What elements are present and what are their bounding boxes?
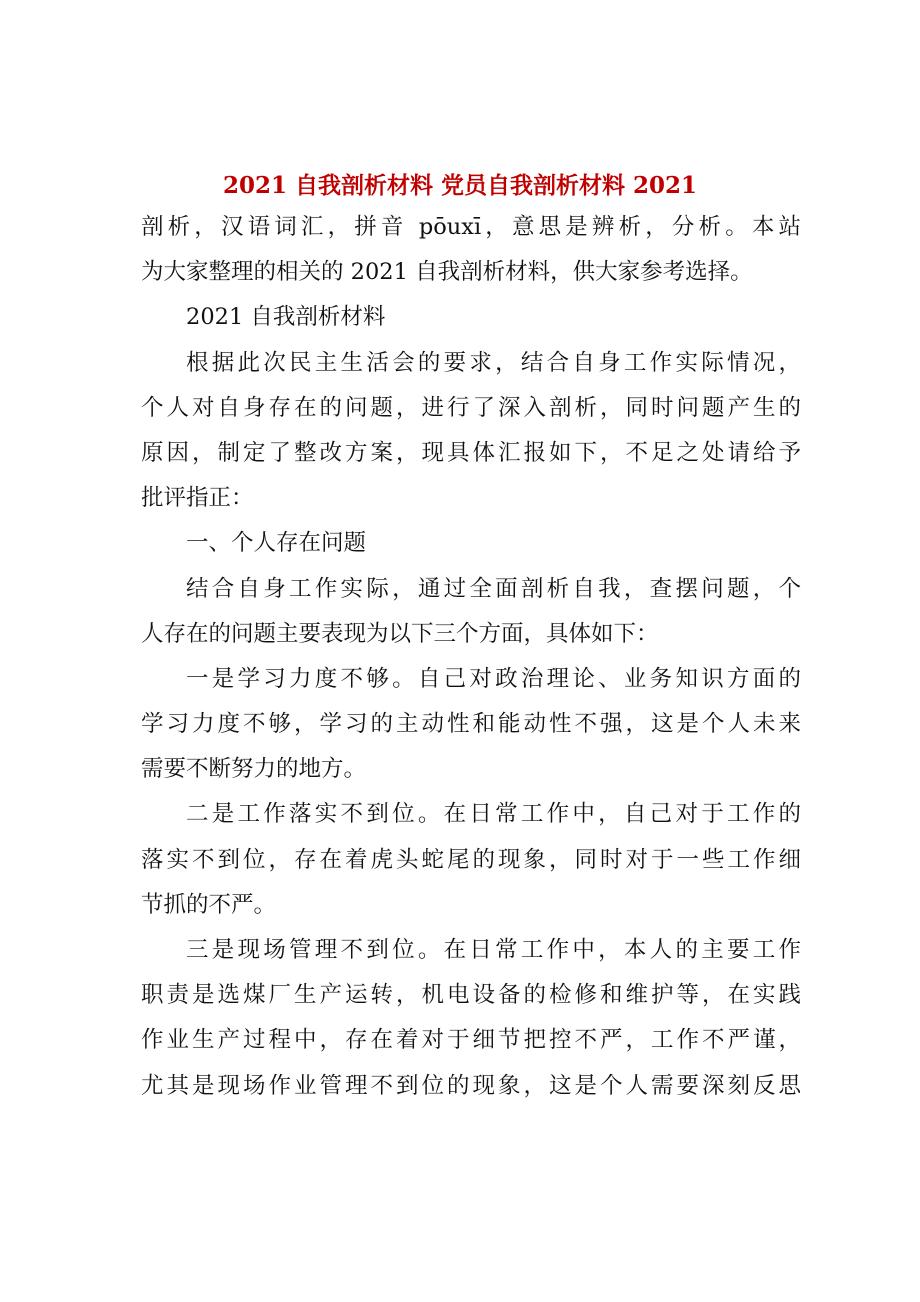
- paragraph-line: 一是学习力度不够。自己对政治理论、业务知识方面的: [186, 665, 801, 692]
- paragraph-line: 为大家整理的相关的 2021 自我剖析材料，供大家参考选择。: [141, 259, 753, 286]
- paragraph-line: 剖析，汉语词汇，拼音 pōuxī，意思是辨析，分析。本站: [141, 214, 801, 240]
- document-body: [141, 205, 801, 1109]
- paragraph-line: 职责是选煤厂生产运转，机电设备的检修和维护等，在实践: [141, 982, 801, 1009]
- section-heading: 一、个人存在问题: [186, 530, 367, 557]
- paragraph-line: 批评指正：: [141, 485, 254, 512]
- paragraph-line: 二是工作落实不到位。在日常工作中，自己对于工作的: [186, 801, 801, 828]
- paragraph-line: 根据此次民主生活会的要求，结合自身工作实际情况，: [186, 349, 801, 376]
- paragraph-line: 个人对自身存在的问题，进行了深入剖析，同时问题产生的: [141, 394, 801, 421]
- paragraph-line: 尤其是现场作业管理不到位的现象，这是个人需要深刻反思: [141, 1072, 801, 1099]
- paragraph-line: 三是现场管理不到位。在日常工作中，本人的主要工作: [186, 937, 801, 963]
- paragraph-line: 结合自身工作实际，通过全面剖析自我，查摆问题，个: [186, 575, 801, 602]
- paragraph-line: 落实不到位，存在着虎头蛇尾的现象，同时对于一些工作细: [141, 846, 801, 873]
- paragraph-line: 需要不断努力的地方。: [141, 756, 367, 783]
- paragraph-line: 原因，制定了整改方案，现具体汇报如下，不足之处请给予: [141, 439, 801, 466]
- paragraph-line: 人存在的问题主要表现为以下三个方面，具体如下：: [141, 620, 659, 647]
- paragraph-line: 节抓的不严。: [141, 891, 277, 918]
- paragraph-line: 作业生产过程中，存在着对于细节把控不严，工作不严谨，: [141, 1027, 801, 1054]
- paragraph-line: 学习力度不够，学习的主动性和能动性不强，这是个人未来: [141, 711, 801, 738]
- section-heading: 2021 自我剖析材料: [186, 304, 386, 331]
- document-title: 2021 自我剖析材料 党员自我剖析材料 2021: [222, 172, 698, 199]
